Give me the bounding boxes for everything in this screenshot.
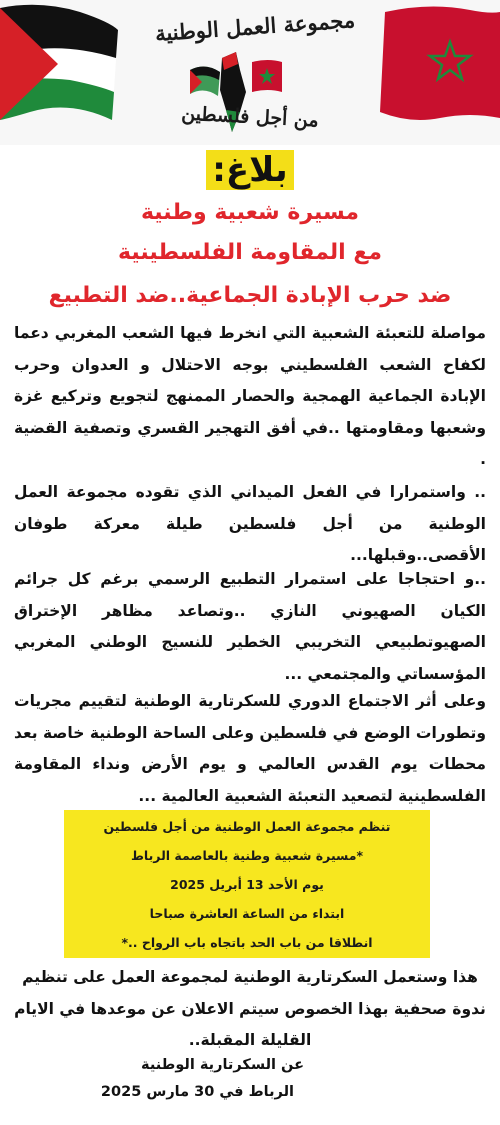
paragraph-1: مواصلة للتعبئة الشعبية التي انخرط فيها الشعب المغربي دعما لكفاح الشعب الفلسطيني بوجه الاحتلال و العدوان وحرب الإبادة الجماعية الهمجية والحصار الممنهج لتجويع وتركيع غزة وشعبها ومقاومتها ..في أفق التهجير القسري وتصفية القضية . xyxy=(14,324,486,468)
signature: عن السكرتارية الوطنية xyxy=(141,1057,304,1073)
notice-event: *مسيرة شعبية وطنية بالعاصمة الرباط xyxy=(130,848,364,863)
heading-line-3: ضد حرب الإبادة الجماعية..ضد التطبيع xyxy=(48,283,452,308)
announcement-label: بلاغ: xyxy=(206,150,293,190)
banner-subtitle: من أجل فلسطين xyxy=(180,102,320,132)
header-banner xyxy=(0,0,500,145)
paragraph-2: .. واستمرارا في الفعل الميداني الذي تقوده مجموعة العمل الوطنية من أجل فلسطين طيلة معركة طوفان الأقصى..وقبلها... xyxy=(14,483,486,564)
heading-line-1: مسيرة شعبية وطنية xyxy=(140,200,360,225)
notice-route: انطلاقا من باب الحد باتجاه باب الرواح ..* xyxy=(121,935,373,950)
announcement-heading xyxy=(0,150,500,190)
march-details-box xyxy=(64,810,430,958)
banner-title: مجموعة العمل الوطنية xyxy=(154,7,356,46)
paragraph-3: ..و احتجاجا على استمرار التطبيع الرسمي برغم كل جرائم الكيان الصهيوني النازي ..وتصاعد مظاهر الإختراق الصهيوتطبيعي التخريبي الخطير للنسيج الوطني المغربي المؤسساتي والمجتمعي ... xyxy=(14,570,486,683)
notice-organizer: تنظم مجموعة العمل الوطنية من أجل فلسطين xyxy=(103,819,391,834)
notice-time: ابتداء من الساعة العاشرة صباحا xyxy=(149,906,345,921)
heading-line-2: مع المقاومة الفلسطينية xyxy=(118,240,382,265)
place-date: الرباط في 30 مارس 2025 xyxy=(100,1084,294,1100)
paragraph-closing: هذا وستعمل السكرتارية الوطنية لمجموعة العمل على تنظيم ندوة صحفية بهذا الخصوص سيتم الاعلان عن موعدها في الايام القليلة المقبلة.. xyxy=(14,968,486,1049)
morocco-flag-icon xyxy=(380,6,500,120)
palestine-flag-icon xyxy=(0,5,118,120)
paragraph-4: وعلى أثر الاجتماع الدوري للسكرتارية الوطنية لتقييم مجريات وتطورات الوضع في فلسطين وعلى الساحة الوطنية خاصة بعد محطات يوم القدس العالمي و يوم الأرض ونداء المقاومة الفلسطينية لتصعيد التعبئة الشعبية العالمية ... xyxy=(14,692,486,805)
notice-date: يوم الأحد 13 أبريل 2025 xyxy=(170,877,324,892)
